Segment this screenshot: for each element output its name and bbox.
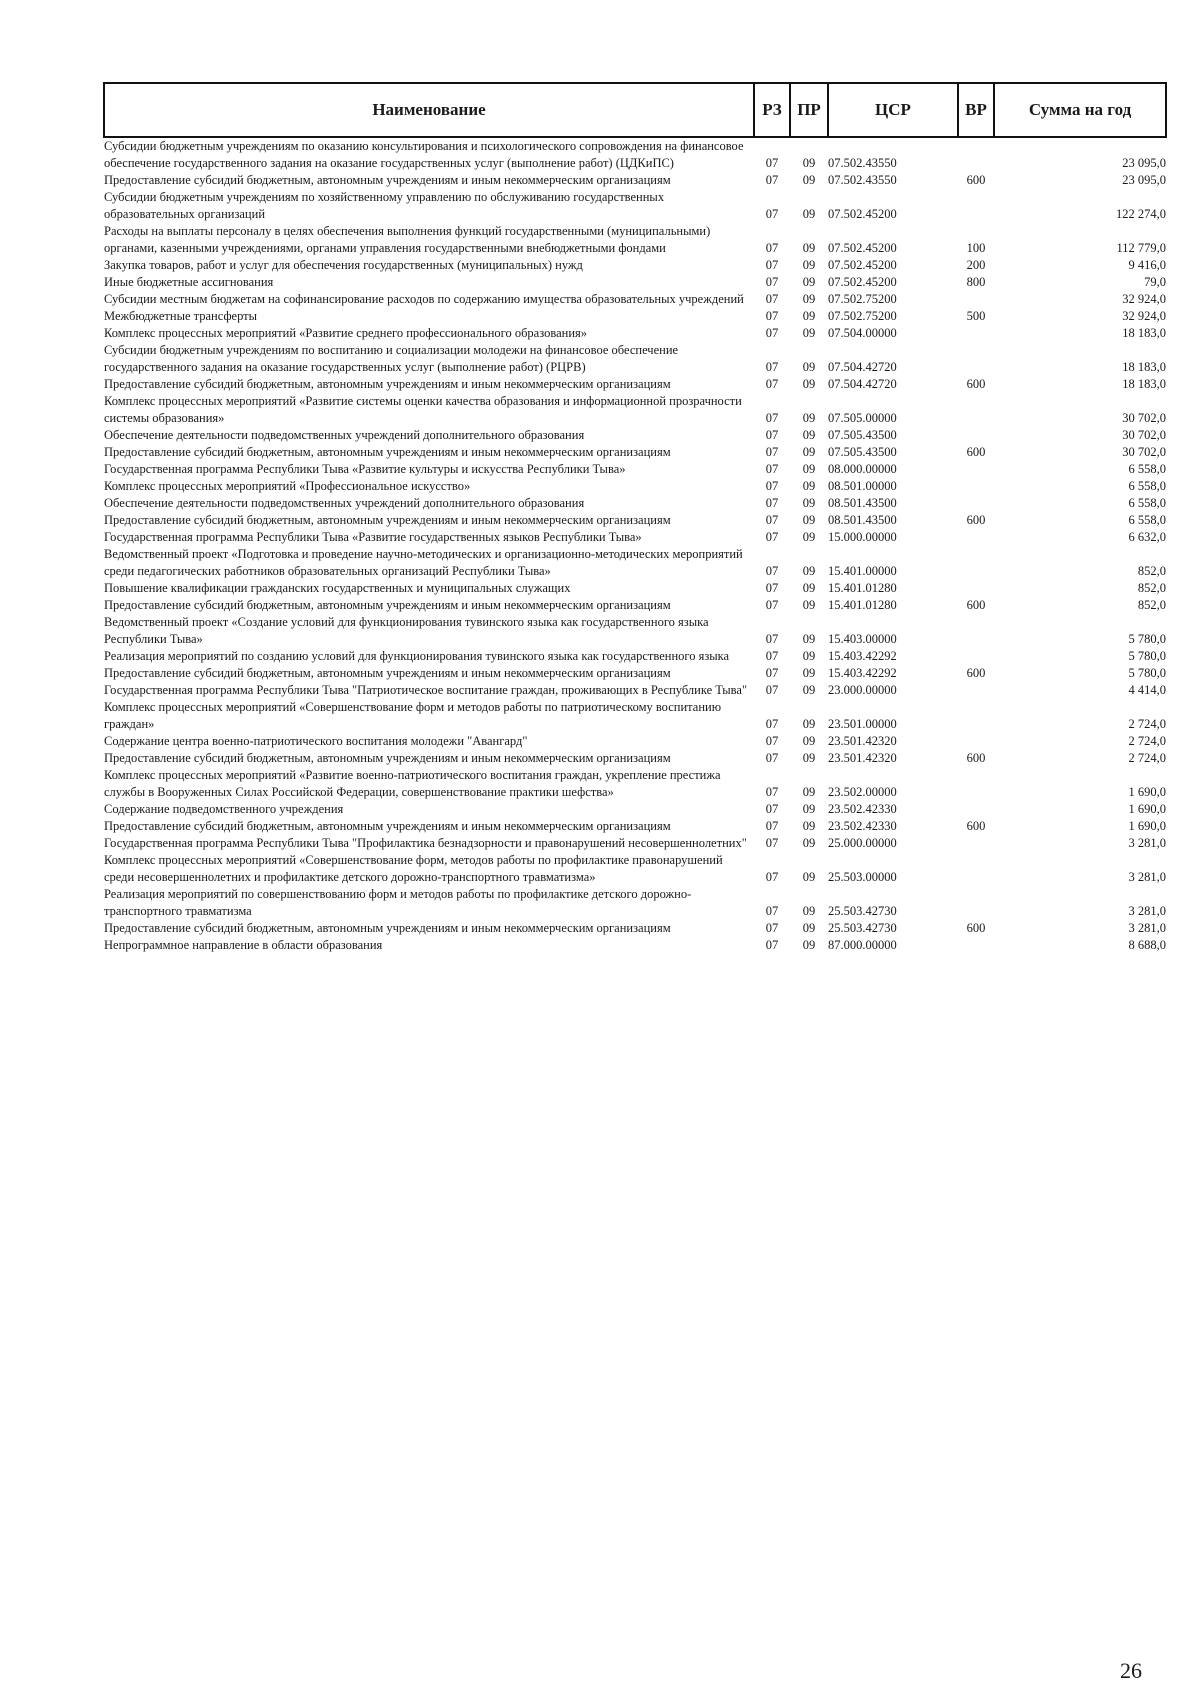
cell-csr: 07.502.43550	[828, 173, 897, 187]
table-row	[104, 137, 1166, 172]
cell-vr: 600	[966, 513, 986, 527]
cell-vr: 800	[966, 275, 986, 289]
cell-rz: 07	[765, 921, 779, 935]
cell-csr: 08.501.43500	[828, 513, 897, 527]
cell-sum: 3 281,0	[1128, 836, 1166, 850]
cell-rz: 07	[765, 666, 779, 680]
cell-rz: 07	[765, 683, 779, 697]
cell-rz: 07	[765, 513, 779, 527]
cell-vr	[958, 325, 994, 342]
cell-pr: 09	[802, 751, 816, 765]
table-row	[104, 546, 1166, 580]
cell-rz: 07	[765, 258, 779, 272]
cell-rz: 07	[765, 479, 779, 493]
cell-rz: 07	[765, 870, 779, 884]
table-row	[104, 189, 1166, 223]
table-row	[104, 308, 1166, 325]
cell-name: Предоставление субсидий бюджетным, автономным учреждениям и иным некоммерческим организациям	[104, 666, 671, 680]
cell-pr: 09	[802, 241, 816, 255]
cell-pr: 09	[802, 360, 816, 374]
cell-name: Государственная программа Республики Тыва «Развитие культуры и искусства Республики Тыва»	[104, 462, 626, 476]
cell-csr: 15.401.01280	[828, 598, 897, 612]
page-number: 26	[1120, 1658, 1142, 1683]
cell-csr: 15.403.42292	[828, 666, 897, 680]
cell-sum: 9 416,0	[1128, 258, 1166, 272]
table-row	[104, 648, 1166, 665]
cell-name: Закупка товаров, работ и услуг для обеспечения государственных (муниципальных) нужд	[104, 258, 583, 272]
cell-sum: 23 095,0	[1122, 173, 1166, 187]
table-row	[104, 835, 1166, 852]
table-row	[104, 920, 1166, 937]
cell-name: Предоставление субсидий бюджетным, автономным учреждениям и иным некоммерческим организациям	[104, 751, 671, 765]
cell-name: Государственная программа Республики Тыва "Профилактика безнадзорности и правонарушений несовершеннолетних"	[104, 836, 747, 850]
cell-name: Предоставление субсидий бюджетным, автономным учреждениям и иным некоммерческим организациям	[104, 513, 671, 527]
cell-sum: 4 414,0	[1128, 683, 1166, 697]
cell-vr: 600	[966, 921, 986, 935]
table-header-row	[104, 83, 1166, 137]
cell-pr: 09	[802, 326, 816, 340]
header-vr: ВР	[958, 83, 994, 137]
cell-vr	[958, 495, 994, 512]
cell-sum: 1 690,0	[1128, 819, 1166, 833]
cell-name: Межбюджетные трансферты	[104, 309, 258, 323]
cell-csr: 23.501.42320	[828, 734, 897, 748]
cell-vr	[958, 852, 994, 886]
cell-name: Обеспечение деятельности подведомственных учреждений дополнительного образования	[104, 428, 585, 442]
cell-name: Субсидии бюджетным учреждениям по хозяйственному управлению по обслуживанию государственных образовательных организаций	[104, 190, 665, 221]
cell-vr: 600	[966, 173, 986, 187]
cell-csr: 07.502.45200	[828, 258, 897, 272]
cell-name: Комплекс процессных мероприятий «Профессиональное искусство»	[104, 479, 471, 493]
cell-pr: 09	[802, 632, 816, 646]
cell-sum: 79,0	[1144, 275, 1166, 289]
cell-pr: 09	[802, 530, 816, 544]
cell-sum: 18 183,0	[1122, 360, 1166, 374]
cell-name: Предоставление субсидий бюджетным, автономным учреждениям и иным некоммерческим организациям	[104, 598, 671, 612]
cell-name: Реализация мероприятий по созданию условий для функционирования тувинского языка как государственного языка	[104, 649, 730, 663]
cell-sum: 32 924,0	[1122, 309, 1166, 323]
cell-rz: 07	[765, 411, 779, 425]
cell-rz: 07	[765, 598, 779, 612]
cell-name: Предоставление субсидий бюджетным, автономным учреждениям и иным некоммерческим организациям	[104, 819, 671, 833]
cell-sum: 2 724,0	[1128, 734, 1166, 748]
cell-rz: 07	[765, 632, 779, 646]
cell-csr: 08.501.43500	[828, 496, 897, 510]
cell-rz: 07	[765, 292, 779, 306]
cell-sum: 1 690,0	[1128, 802, 1166, 816]
table-row	[104, 461, 1166, 478]
cell-rz: 07	[765, 717, 779, 731]
cell-vr: 600	[966, 819, 986, 833]
cell-rz: 07	[765, 938, 779, 952]
cell-name: Содержание подведомственного учреждения	[104, 802, 344, 816]
cell-rz: 07	[765, 530, 779, 544]
cell-rz: 07	[765, 581, 779, 595]
cell-rz: 07	[765, 564, 779, 578]
cell-sum: 852,0	[1137, 581, 1166, 595]
cell-name: Содержание центра военно-патриотического воспитания молодежи "Авангард"	[104, 734, 528, 748]
cell-name: Расходы на выплаты персоналу в целях обеспечения выполнения функций государственными (муниципальными) органами, казенными учреждениями, органами управления государственными внебюджетными фондами	[104, 224, 711, 255]
cell-pr: 09	[802, 819, 816, 833]
cell-pr: 09	[802, 275, 816, 289]
cell-sum: 3 281,0	[1128, 870, 1166, 884]
table-row	[104, 699, 1166, 733]
cell-name: Предоставление субсидий бюджетным, автономным учреждениям и иным некоммерческим организациям	[104, 377, 671, 391]
cell-vr	[958, 767, 994, 801]
table-row	[104, 886, 1166, 920]
cell-pr: 09	[802, 479, 816, 493]
cell-name: Субсидии бюджетным учреждениям по оказанию консультирования и психологического сопровождения на финансовое обеспечение государственного задания на оказание государственных услуг (выполнение работ) (ЦДКиПС)	[104, 139, 744, 170]
cell-name: Предоставление субсидий бюджетным, автономным учреждениям и иным некоммерческим организациям	[104, 921, 671, 935]
table-row	[104, 852, 1166, 886]
cell-pr: 09	[802, 258, 816, 272]
table-row	[104, 801, 1166, 818]
cell-name: Непрограммное направление в области образования	[104, 938, 383, 952]
cell-pr: 09	[802, 802, 816, 816]
cell-sum: 2 724,0	[1128, 717, 1166, 731]
cell-vr	[958, 886, 994, 920]
cell-sum: 852,0	[1137, 598, 1166, 612]
cell-csr: 07.502.75200	[828, 309, 897, 323]
cell-sum: 6 558,0	[1128, 513, 1166, 527]
cell-pr: 09	[802, 428, 816, 442]
cell-name: Реализация мероприятий по совершенствованию форм и методов работы по профилактике детского дорожно-транспортного травматизма	[104, 887, 692, 918]
cell-sum: 30 702,0	[1122, 411, 1166, 425]
cell-vr	[958, 937, 994, 954]
cell-rz: 07	[765, 649, 779, 663]
cell-pr: 09	[802, 717, 816, 731]
cell-pr: 09	[802, 462, 816, 476]
cell-name: Субсидии бюджетным учреждениям по воспитанию и социализации молодежи на финансовое обеспечение государственного задания на оказание государственных услуг (выполнение работ) (РЦРВ)	[104, 343, 679, 374]
cell-vr: 500	[966, 309, 986, 323]
cell-vr: 600	[966, 751, 986, 765]
cell-pr: 09	[802, 785, 816, 799]
cell-vr	[958, 682, 994, 699]
cell-rz: 07	[765, 819, 779, 833]
cell-csr: 07.504.00000	[828, 326, 897, 340]
cell-pr: 09	[802, 156, 816, 170]
cell-sum: 18 183,0	[1122, 326, 1166, 340]
cell-rz: 07	[765, 377, 779, 391]
table-row	[104, 512, 1166, 529]
header-sum: Сумма на год	[994, 83, 1166, 137]
table-row	[104, 478, 1166, 495]
cell-sum: 30 702,0	[1122, 428, 1166, 442]
cell-pr: 09	[802, 292, 816, 306]
cell-pr: 09	[802, 921, 816, 935]
cell-vr: 600	[966, 445, 986, 459]
cell-name: Комплекс процессных мероприятий «Развитие системы оценки качества образования и информационной прозрачности системы образования»	[104, 394, 742, 425]
cell-vr: 600	[966, 598, 986, 612]
cell-csr: 15.403.42292	[828, 649, 897, 663]
cell-vr	[958, 580, 994, 597]
cell-csr: 15.403.00000	[828, 632, 897, 646]
cell-pr: 09	[802, 683, 816, 697]
cell-name: Государственная программа Республики Тыва «Развитие государственных языков Республики Тыва»	[104, 530, 642, 544]
cell-csr: 07.502.45200	[828, 241, 897, 255]
cell-csr: 23.502.42330	[828, 802, 897, 816]
cell-pr: 09	[802, 309, 816, 323]
cell-csr: 15.000.00000	[828, 530, 897, 544]
cell-csr: 07.502.75200	[828, 292, 897, 306]
cell-rz: 07	[765, 241, 779, 255]
cell-sum: 6 632,0	[1128, 530, 1166, 544]
cell-pr: 09	[802, 207, 816, 221]
cell-pr: 09	[802, 581, 816, 595]
cell-csr: 23.501.42320	[828, 751, 897, 765]
cell-rz: 07	[765, 309, 779, 323]
cell-vr	[958, 801, 994, 818]
cell-name: Комплекс процессных мероприятий «Развитие среднего профессионального образования»	[104, 326, 588, 340]
table-row	[104, 257, 1166, 274]
cell-pr: 09	[802, 411, 816, 425]
cell-csr: 07.504.42720	[828, 377, 897, 391]
table-row	[104, 614, 1166, 648]
cell-csr: 08.000.00000	[828, 462, 897, 476]
header-name: Наименование	[104, 83, 754, 137]
cell-rz: 07	[765, 785, 779, 799]
cell-rz: 07	[765, 173, 779, 187]
cell-rz: 07	[765, 734, 779, 748]
cell-vr	[958, 614, 994, 648]
cell-name: Комплекс процессных мероприятий «Развитие военно-патриотического воспитания граждан, укрепление престижа службы в Вооруженных Силах Российской Федерации, совершенствование практики шефства»	[104, 768, 721, 799]
cell-csr: 07.502.45200	[828, 275, 897, 289]
cell-name: Иные бюджетные ассигнования	[104, 275, 274, 289]
cell-vr	[958, 529, 994, 546]
table-row	[104, 291, 1166, 308]
table-row	[104, 274, 1166, 291]
table-row	[104, 682, 1166, 699]
cell-csr: 23.000.00000	[828, 683, 897, 697]
header-csr: ЦСР	[828, 83, 958, 137]
cell-pr: 09	[802, 870, 816, 884]
cell-vr	[958, 461, 994, 478]
cell-csr: 07.505.43500	[828, 428, 897, 442]
cell-name: Повышение квалификации гражданских государственных и муниципальных служащих	[104, 581, 571, 595]
cell-sum: 112 779,0	[1116, 241, 1166, 255]
cell-csr: 15.401.01280	[828, 581, 897, 595]
cell-sum: 3 281,0	[1128, 921, 1166, 935]
cell-rz: 07	[765, 360, 779, 374]
table-row	[104, 427, 1166, 444]
cell-vr	[958, 342, 994, 376]
cell-csr: 15.401.00000	[828, 564, 897, 578]
cell-sum: 23 095,0	[1122, 156, 1166, 170]
cell-pr: 09	[802, 513, 816, 527]
table-body	[104, 137, 1166, 954]
cell-pr: 09	[802, 377, 816, 391]
table-row	[104, 937, 1166, 954]
cell-sum: 6 558,0	[1128, 479, 1166, 493]
cell-rz: 07	[765, 207, 779, 221]
header-pr: ПР	[790, 83, 828, 137]
cell-csr: 87.000.00000	[828, 938, 897, 952]
cell-pr: 09	[802, 734, 816, 748]
cell-rz: 07	[765, 275, 779, 289]
cell-csr: 07.502.45200	[828, 207, 897, 221]
table-row	[104, 444, 1166, 461]
cell-vr	[958, 648, 994, 665]
table-row	[104, 495, 1166, 512]
cell-sum: 852,0	[1137, 564, 1166, 578]
cell-vr	[958, 699, 994, 733]
cell-pr: 09	[802, 564, 816, 578]
table-row	[104, 342, 1166, 376]
cell-pr: 09	[802, 598, 816, 612]
cell-sum: 6 558,0	[1128, 496, 1166, 510]
table-row	[104, 767, 1166, 801]
cell-vr	[958, 137, 994, 172]
cell-vr	[958, 835, 994, 852]
cell-csr: 23.502.42330	[828, 819, 897, 833]
cell-sum: 30 702,0	[1122, 445, 1166, 459]
cell-vr	[958, 189, 994, 223]
cell-csr: 07.505.43500	[828, 445, 897, 459]
cell-sum: 5 780,0	[1128, 666, 1166, 680]
cell-pr: 09	[802, 666, 816, 680]
cell-vr: 100	[966, 241, 986, 255]
cell-pr: 09	[802, 904, 816, 918]
budget-table	[103, 82, 1167, 954]
table-row	[104, 529, 1166, 546]
cell-name: Государственная программа Республики Тыва "Патриотическое воспитание граждан, проживающих в Республике Тыва"	[104, 683, 748, 697]
table-row	[104, 376, 1166, 393]
cell-name: Комплекс процессных мероприятий «Совершенствование форм и методов работы по патриотическому воспитанию граждан»	[104, 700, 722, 731]
cell-sum: 3 281,0	[1128, 904, 1166, 918]
cell-csr: 23.501.00000	[828, 717, 897, 731]
table-row	[104, 223, 1166, 257]
cell-sum: 32 924,0	[1122, 292, 1166, 306]
cell-csr: 25.503.42730	[828, 921, 897, 935]
table-row	[104, 750, 1166, 767]
cell-vr	[958, 733, 994, 750]
cell-sum: 2 724,0	[1128, 751, 1166, 765]
cell-name: Ведомственный проект «Подготовка и проведение научно-методических и организационно-методических мероприятий среди педагогических работников образовательных организаций Республики Тыва»	[104, 547, 743, 578]
cell-rz: 07	[765, 496, 779, 510]
cell-csr: 23.502.00000	[828, 785, 897, 799]
cell-vr	[958, 291, 994, 308]
cell-sum: 6 558,0	[1128, 462, 1166, 476]
cell-name: Предоставление субсидий бюджетным, автономным учреждениям и иным некоммерческим организациям	[104, 445, 671, 459]
cell-name: Обеспечение деятельности подведомственных учреждений дополнительного образования	[104, 496, 585, 510]
cell-sum: 5 780,0	[1128, 632, 1166, 646]
table-row	[104, 580, 1166, 597]
cell-csr: 07.504.42720	[828, 360, 897, 374]
cell-csr: 25.000.00000	[828, 836, 897, 850]
cell-name: Комплекс процессных мероприятий «Совершенствование форм, методов работы по профилактике правонарушений среди несовершеннолетних и профилактике детского дорожно-транспортного травматизма»	[104, 853, 723, 884]
cell-rz: 07	[765, 836, 779, 850]
cell-rz: 07	[765, 428, 779, 442]
cell-sum: 8 688,0	[1128, 938, 1166, 952]
table-row	[104, 393, 1166, 427]
table-row	[104, 665, 1166, 682]
cell-pr: 09	[802, 649, 816, 663]
cell-csr: 08.501.00000	[828, 479, 897, 493]
cell-pr: 09	[802, 173, 816, 187]
cell-pr: 09	[802, 445, 816, 459]
cell-rz: 07	[765, 326, 779, 340]
cell-pr: 09	[802, 938, 816, 952]
cell-sum: 122 274,0	[1116, 207, 1166, 221]
cell-rz: 07	[765, 904, 779, 918]
cell-rz: 07	[765, 462, 779, 476]
cell-sum: 1 690,0	[1128, 785, 1166, 799]
header-rz: РЗ	[754, 83, 790, 137]
cell-pr: 09	[802, 496, 816, 510]
cell-csr: 25.503.00000	[828, 870, 897, 884]
table-row	[104, 325, 1166, 342]
cell-vr	[958, 546, 994, 580]
cell-name: Субсидии местным бюджетам на софинансирование расходов по содержанию имущества образовательных учреждений	[104, 292, 744, 306]
cell-vr: 600	[966, 377, 986, 391]
table-row	[104, 597, 1166, 614]
cell-sum: 18 183,0	[1122, 377, 1166, 391]
cell-csr: 07.502.43550	[828, 156, 897, 170]
cell-vr: 200	[966, 258, 986, 272]
cell-rz: 07	[765, 802, 779, 816]
table-row	[104, 818, 1166, 835]
cell-csr: 07.505.00000	[828, 411, 897, 425]
cell-rz: 07	[765, 445, 779, 459]
cell-rz: 07	[765, 751, 779, 765]
cell-name: Ведомственный проект «Создание условий для функционирования тувинского языка как государственного языка Республики Тыва»	[104, 615, 709, 646]
cell-vr: 600	[966, 666, 986, 680]
cell-csr: 25.503.42730	[828, 904, 897, 918]
table-row	[104, 172, 1166, 189]
table-row	[104, 733, 1166, 750]
cell-vr	[958, 393, 994, 427]
cell-rz: 07	[765, 156, 779, 170]
cell-name: Предоставление субсидий бюджетным, автономным учреждениям и иным некоммерческим организациям	[104, 173, 671, 187]
cell-sum: 5 780,0	[1128, 649, 1166, 663]
cell-vr	[958, 478, 994, 495]
cell-pr: 09	[802, 836, 816, 850]
cell-vr	[958, 427, 994, 444]
